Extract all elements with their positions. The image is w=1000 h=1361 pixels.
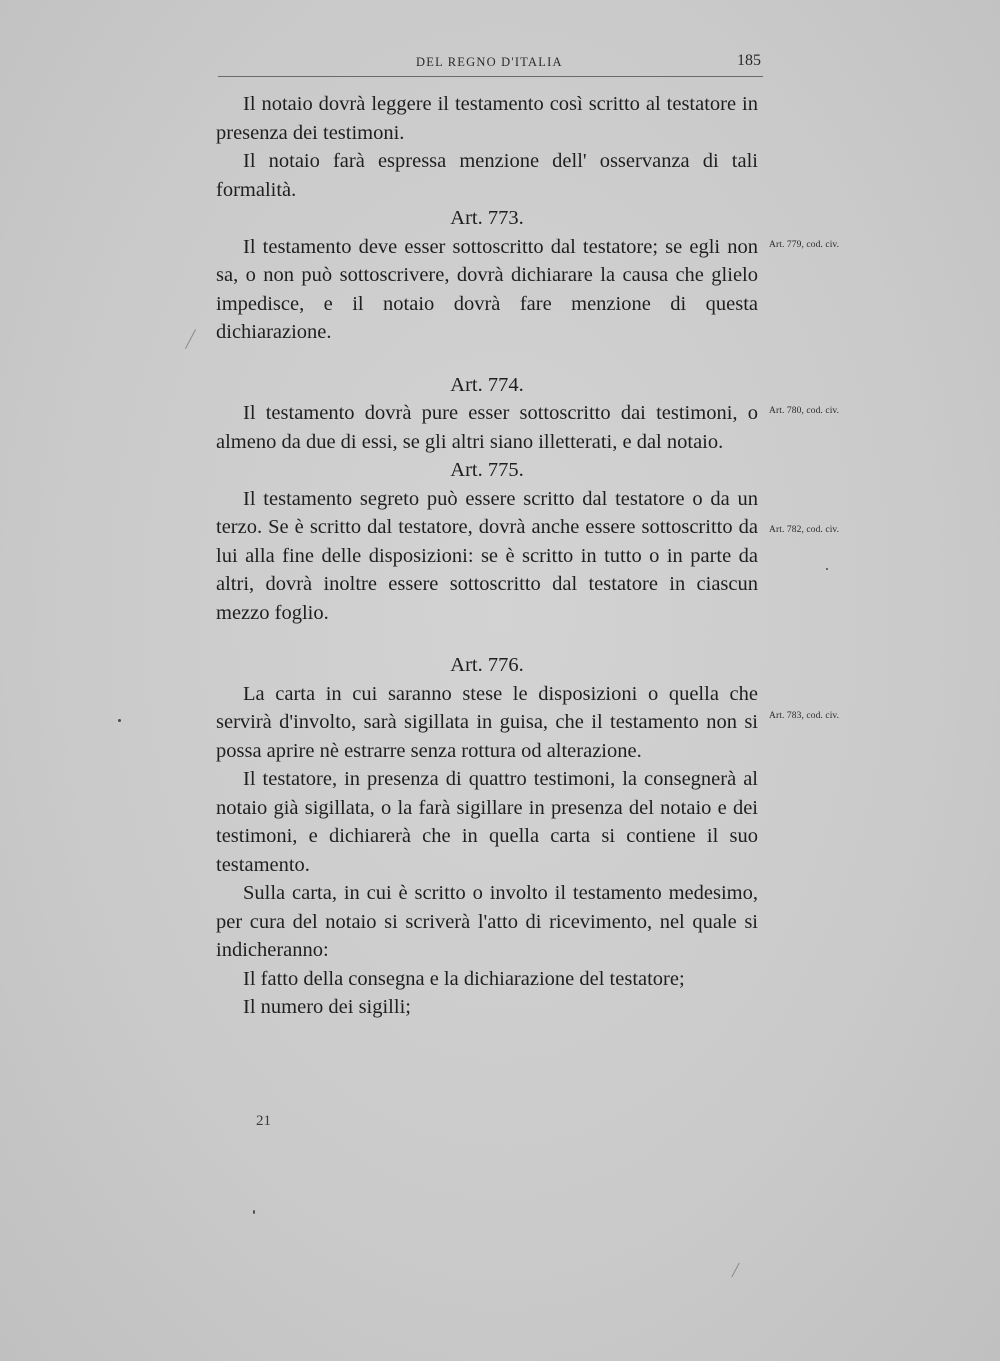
margin-note: Art. 780, cod. civ. [769, 406, 840, 416]
section-gap [216, 627, 758, 651]
paragraph: Il testamento segreto può essere scritto dal testatore o da un terzo. Se è scritto dal testatore, dovrà anche essere sottoscritto da lui alla fine delle disposizioni: se è scritto in tutto o in parte da altri, dovrà inoltre essere sottoscritto dal testatore in ciascun mezzo foglio. [216, 487, 758, 624]
page-number: 185 [737, 52, 761, 69]
article-heading: Art. 773. [450, 207, 524, 229]
paragraph: Il notaio farà espressa menzione dell' osservanza di tali formalità. [216, 150, 758, 201]
paper-scratch [185, 329, 196, 349]
paragraph: Il testamento dovrà pure esser sottoscritto dai testimoni, o almeno da due di essi, se gli altri siano illetterati, e dal notaio. [216, 402, 758, 453]
paragraph: Il testamento deve esser sottoscritto dal testatore; se egli non sa, o non può sottoscrivere, dovrà dichiarare la causa che glielo impedisce, e il notaio dovrà fare menzione di questa dichiarazione. [216, 235, 758, 343]
paragraph: Il fatto della consegna e la dichiarazione del testatore; [243, 967, 685, 990]
margin-note: Art. 782, cod. civ. [769, 525, 840, 535]
paper-scratch [731, 1263, 739, 1278]
paragraph: La carta in cui saranno stese le disposizioni o quella che servirà d'involto, sarà sigillata in guisa, che il testamento non si possa aprire nè estrarre senza rottura od alterazione. [216, 682, 758, 762]
article-heading: Art. 774. [450, 373, 524, 396]
margin-note: Art. 783, cod. civ. [769, 711, 840, 721]
section-gap [216, 347, 758, 371]
paragraph: Il notaio dovrà leggere il testamento così scritto al testatore in presenza dei testimoni. [216, 93, 758, 144]
article-heading: Art. 776. [450, 654, 524, 676]
article-heading: Art. 775. [450, 459, 524, 481]
margin-note: Art. 779, cod. civ. [769, 240, 840, 250]
paper-speck [253, 1210, 255, 1214]
paragraph: Sulla carta, in cui è scritto o involto il testamento medesimo, per cura del notaio si scriverà l'atto di ricevimento, nel quale si indicheranno: [216, 882, 758, 961]
body-text [216, 90, 758, 1022]
signature-mark: 21 [256, 1113, 271, 1129]
paper-speck [118, 719, 121, 722]
paper-speck [826, 568, 828, 570]
running-head [218, 54, 763, 76]
paragraph: Il testatore, in presenza di quattro testimoni, la consegnerà al notaio già sigillata, o la farà sigillare in presenza del notaio e dei testimoni, e dichiarerà che in quella carta si contiene il suo testamento. [216, 768, 758, 876]
header-rule [218, 76, 763, 77]
paragraph: Il numero dei sigilli; [243, 996, 411, 1018]
running-title: DEL REGNO D'ITALIA [416, 55, 563, 69]
